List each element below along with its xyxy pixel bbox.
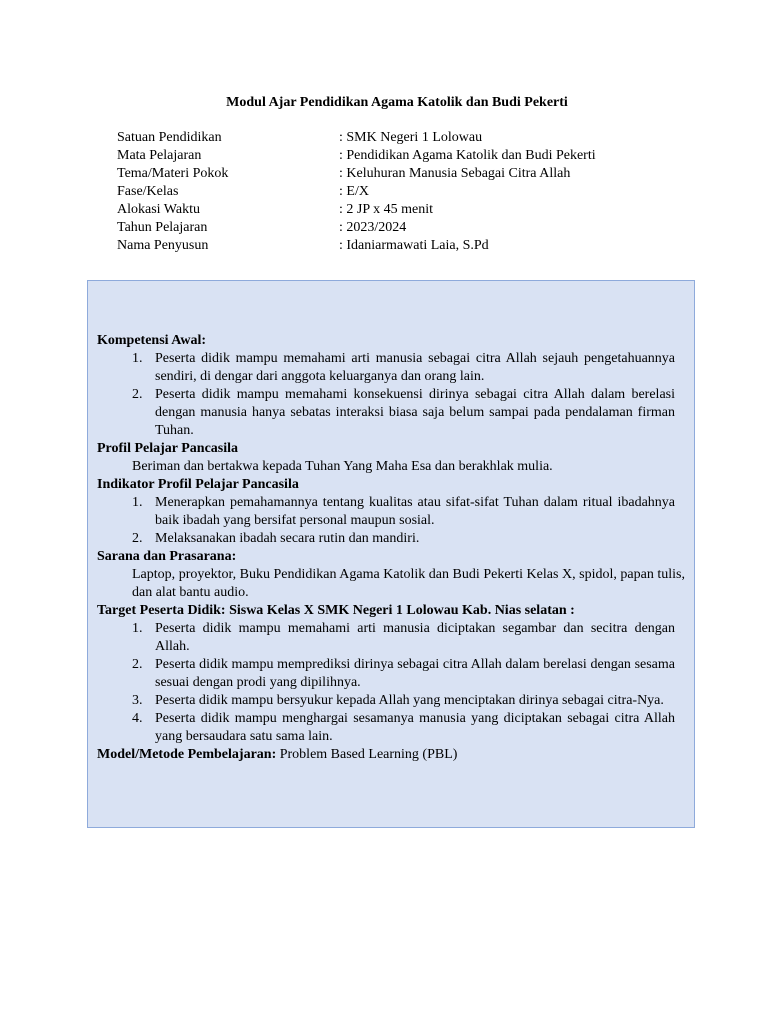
info-label: Alokasi Waktu (117, 202, 200, 217)
info-value: : Pendidikan Agama Katolik dan Budi Pekerti (339, 148, 596, 163)
info-label: Satuan Pendidikan (117, 130, 222, 145)
info-value: : Keluhuran Manusia Sebagai Citra Allah (339, 166, 571, 181)
info-row-tahun-pelajaran (117, 219, 717, 237)
list-item: 3. Peserta didik mampu bersyukur kepada Allah yang menciptakan dirinya sebagai citra-Nya. (132, 693, 664, 708)
list-item-text: Peserta didik mampu memahami arti manusia diciptakan segambar dan secitra dengan Allah. (155, 621, 675, 654)
indikator-profil-heading: Indikator Profil Pelajar Pancasila (97, 477, 299, 492)
info-value: : E/X (339, 184, 369, 199)
info-row-mata-pelajaran (117, 147, 717, 165)
info-label: Fase/Kelas (117, 184, 179, 199)
list-item: 2. Melaksanakan ibadah secara rutin dan mandiri. (132, 531, 420, 546)
model-metode-line (97, 746, 685, 764)
info-label: Tahun Pelajaran (117, 220, 208, 235)
list-item: 1. Menerapkan pemahamannya tentang kualitas atau sifat-sifat Tuhan dalam ritual ibadahnya baik ibadah yang bersifat personal maupun sosial. (132, 495, 675, 528)
sarana-prasarana-heading: Sarana dan Prasarana: (97, 549, 237, 564)
info-label: Nama Penyusun (117, 238, 209, 253)
info-value: : SMK Negeri 1 Lolowau (339, 130, 483, 145)
model-metode-value: Problem Based Learning (PBL) (276, 747, 458, 762)
list-item-text: Peserta didik mampu bersyukur kepada Allah yang menciptakan dirinya sebagai citra-Nya. (155, 693, 664, 708)
kompetensi-awal-list (97, 350, 685, 440)
info-row-fase-kelas (117, 183, 717, 201)
list-item-text: Peserta didik mampu memahami arti manusia sebagai citra Allah sejauh pengetahuannya sendiri, di dengar dari anggota keluarganya dan orang lain. (155, 351, 675, 384)
profil-pelajar-text: Beriman dan bertakwa kepada Tuhan Yang Maha Esa dan berakhlak mulia. (132, 459, 553, 474)
info-row-tema-materi (117, 165, 717, 183)
learning-objectives-box (87, 280, 695, 828)
page-title: Modul Ajar Pendidikan Agama Katolik dan Budi Pekerti (226, 95, 568, 110)
list-item: 4. Peserta didik mampu menghargai sesamanya manusia yang diciptakan sebagai citra Allah yang bersaudara satu sama lain. (132, 711, 675, 744)
box-content (97, 332, 685, 764)
module-info-table (117, 129, 717, 255)
info-label: Mata Pelajaran (117, 148, 202, 163)
info-row-alokasi-waktu (117, 201, 717, 219)
info-value: : 2 JP x 45 menit (339, 202, 433, 217)
target-peserta-list (97, 620, 685, 746)
list-item-text: Melaksanakan ibadah secara rutin dan mandiri. (155, 531, 420, 546)
list-item: 1. Peserta didik mampu memahami arti manusia diciptakan segambar dan secitra dengan Allah. (132, 621, 675, 654)
list-item-text: Peserta didik mampu memahami konsekuensi dirinya sebagai citra Allah dalam berelasi dengan manusia hanya sebatas interaksi biasa saja belum sampai pada pendalaman firman Tuhan. (155, 387, 675, 438)
list-item: 2. Peserta didik mampu memahami konsekuensi dirinya sebagai citra Allah dalam berelasi dengan manusia hanya sebatas interaksi biasa saja belum sampai pada pendalaman firman Tuhan. (132, 387, 675, 438)
target-peserta-heading: Target Peserta Didik: Siswa Kelas X SMK Negeri 1 Lolowau Kab. Nias selatan : (97, 603, 575, 618)
list-item: 2. Peserta didik mampu memprediksi dirinya sebagai citra Allah dalam berelasi dengan sesama sesuai dengan prodi yang dipilihnya. (132, 657, 675, 690)
info-value: : 2023/2024 (339, 220, 407, 235)
list-item-text: Peserta didik mampu memprediksi dirinya sebagai citra Allah dalam berelasi dengan sesama sesuai dengan prodi yang dipilihnya. (155, 657, 675, 690)
indikator-profil-list (97, 494, 685, 548)
info-row-nama-penyusun (117, 237, 717, 255)
info-label: Tema/Materi Pokok (117, 166, 229, 181)
list-item-text: Peserta didik mampu menghargai sesamanya manusia yang diciptakan sebagai citra Allah yang bersaudara satu sama lain. (155, 711, 675, 744)
profil-pelajar-heading: Profil Pelajar Pancasila (97, 441, 239, 456)
model-metode-label: Model/Metode Pembelajaran: (97, 747, 277, 762)
list-item-text: Menerapkan pemahamannya tentang kualitas atau sifat-sifat Tuhan dalam ritual ibadahnya baik ibadah yang bersifat personal maupun sosial. (155, 495, 675, 528)
info-value: : Idaniarmawati Laia, S.Pd (339, 238, 489, 253)
kompetensi-awal-heading: Kompetensi Awal: (97, 333, 207, 348)
list-item: 1. Peserta didik mampu memahami arti manusia sebagai citra Allah sejauh pengetahuannya sendiri, di dengar dari anggota keluarganya dan orang lain. (132, 351, 675, 384)
info-row-satuan-pendidikan (117, 129, 717, 147)
sarana-prasarana-text: Laptop, proyektor, Buku Pendidikan Agama Katolik dan Budi Pekerti Kelas X, spidol, papan tulis, dan alat bantu audio. (132, 567, 685, 600)
